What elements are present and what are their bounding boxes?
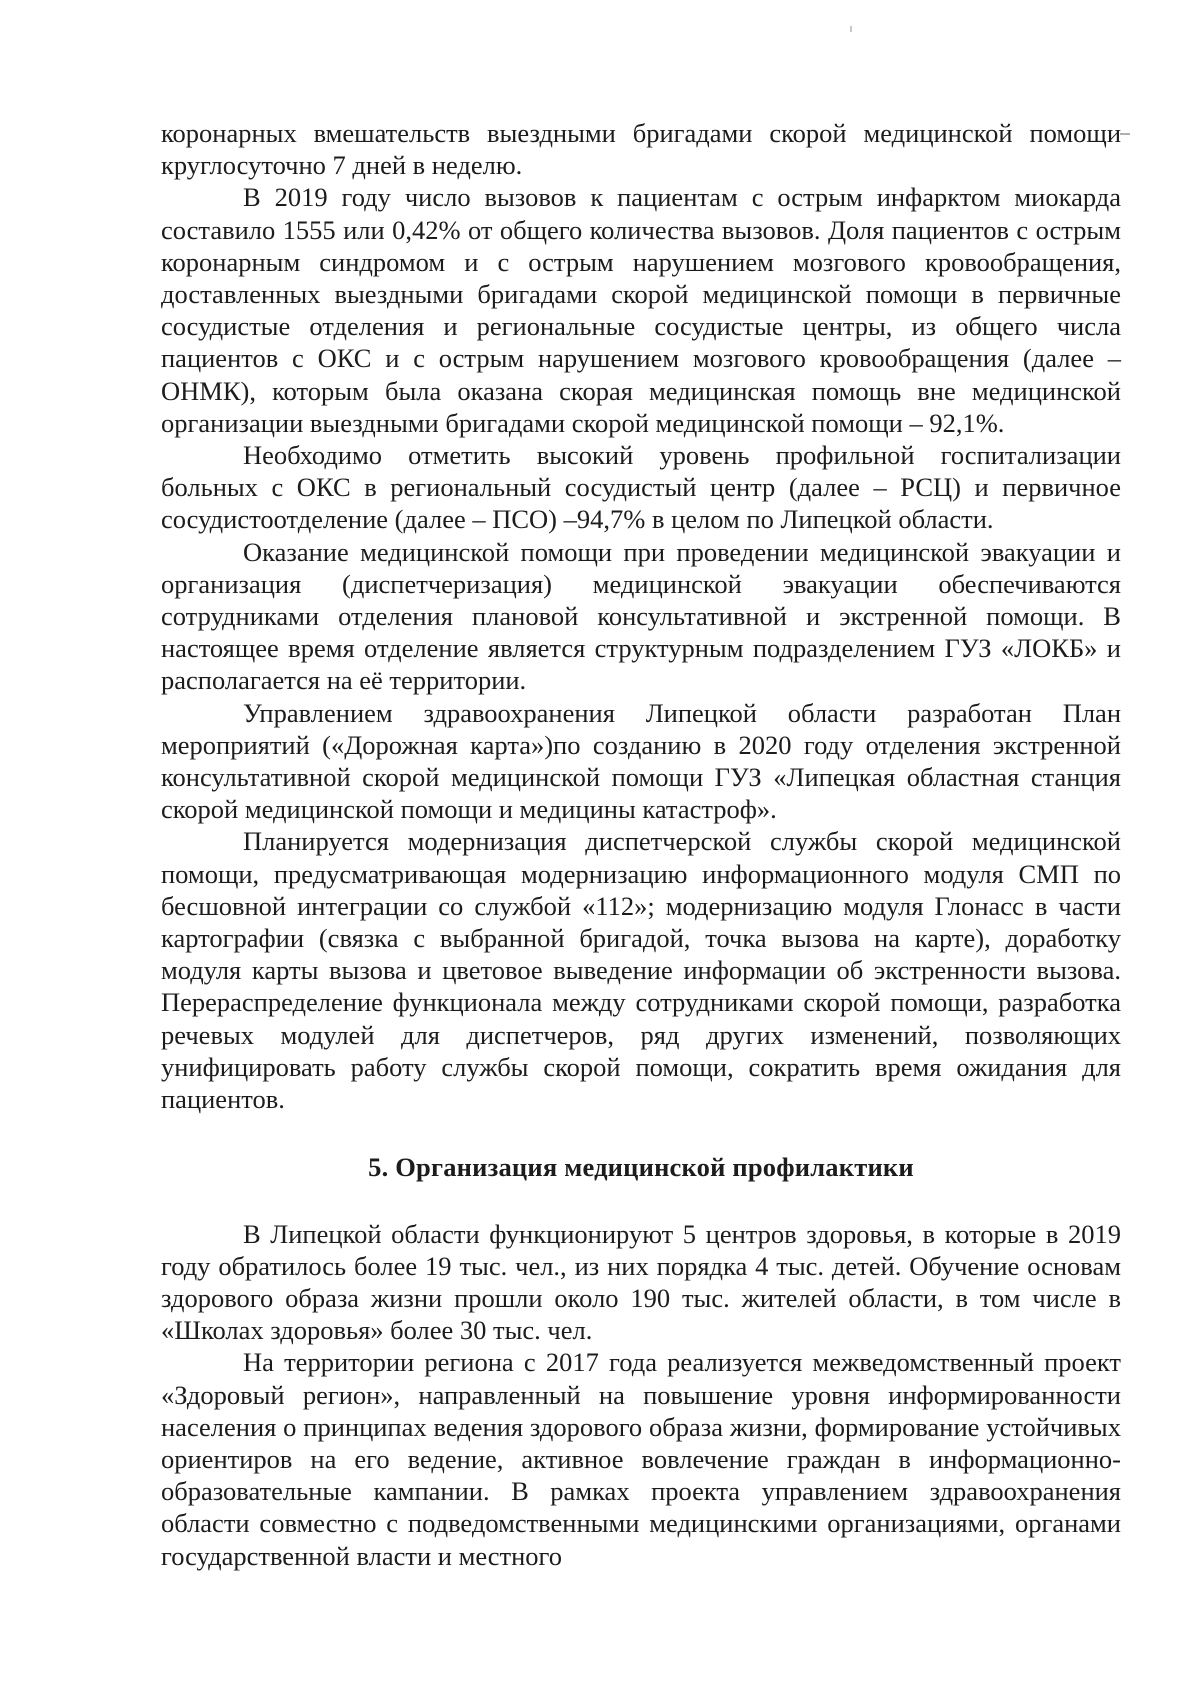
section-heading: 5. Организация медицинской профилактики xyxy=(368,1152,914,1183)
paragraph-road-map: Управлением здравоохранения Липецкой области разработан План мероприятий («Дорожная карта»)по созданию в 2020 году отделения экстренной консультативной скорой медицинской помощи ГУЗ «Липецкая областная станция скорой медицинской помощи и медицины катастроф». xyxy=(161,697,1121,825)
paragraph-medical-evacuation: Оказание медицинской помощи при проведении медицинской эвакуации и организация (диспетчеризация) медицинской эвакуации обеспечиваются сотрудниками отделения плановой консультативной и экстренной помощи. В настоящее время отделение является структурным подразделением ГУЗ «ЛОКБ» и располагается на её территории. xyxy=(161,536,1121,696)
document-body xyxy=(161,117,1121,1572)
paragraph-dispatch-modernization: Планируется модернизация диспетчерской службы скорой медицинской помощи, предусматривающая модернизацию информационного модуля СМП по бесшовной интеграции со службой «112»; модернизацию модуля Глонасс в части картографии (связка с выбранной бригадой, точка вызова на карте), доработку модуля карты вызова и цветовое выведение информации об экстренности вызова. Перераспределение функционала между сотрудниками скорой помощи, разработка речевых модулей для диспетчеров, ряд других изменений, позволяющих унифицировать работу службы скорой помощи, сократить время ожидания для пациентов. xyxy=(161,826,1121,1115)
paragraph-continuation: коронарных вмешательств выездными бригадами скорой медицинской помощи круглосуточно 7 дней в неделю. xyxy=(161,118,1121,181)
scan-edge-mark xyxy=(1120,133,1130,135)
paragraph-hospitalization: Необходимо отметить высокий уровень профильной госпитализации больных с ОКС в региональный сосудистый центр (далее – РСЦ) и первичное сосудистоотделение (далее – ПСО) –94,7% в целом по Липецкой области. xyxy=(161,440,1121,535)
paragraph-healthy-region-project: На территории региона с 2017 года реализуется межведомственный проект «Здоровый регион», направленный на повышение уровня информированности населения о принципах ведения здорового образа жизни, формирование устойчивых ориентиров на его ведение, активное вовлечение граждан в информационно-образовательные кампании. В рамках проекта управлением здравоохранения области совместно с подведомственными медицинскими организациями, органами государственной власти и местного xyxy=(161,1347,1121,1571)
scan-speck xyxy=(850,26,852,32)
paragraph-health-centers: В Липецкой области функционируют 5 центров здоровья, в которые в 2019 году обратилось более 19 тыс. чел., из них порядка 4 тыс. детей. Обучение основам здорового образа жизни прошли около 190 тыс. жителей области, в том числе в «Школах здоровья» более 30 тыс. чел. xyxy=(161,1218,1121,1346)
paragraph-heart-attack-calls: В 2019 году число вызовов к пациентам с острым инфарктом миокарда составило 1555 или 0,42% от общего количества вызовов. Доля пациентов с острым коронарным синдромом и с острым нарушением мозгового кровообращения, доставленных выездными бригадами скорой медицинской помощи в первичные сосудистые отделения и региональные сосудистые центры, из общего числа пациентов с ОКС и с острым нарушением мозгового кровообращения (далее – ОНМК), которым была оказана скорая медицинская помощь вне медицинской организации выездными бригадами скорой медицинской помощи – 92,1%. xyxy=(161,182,1121,438)
